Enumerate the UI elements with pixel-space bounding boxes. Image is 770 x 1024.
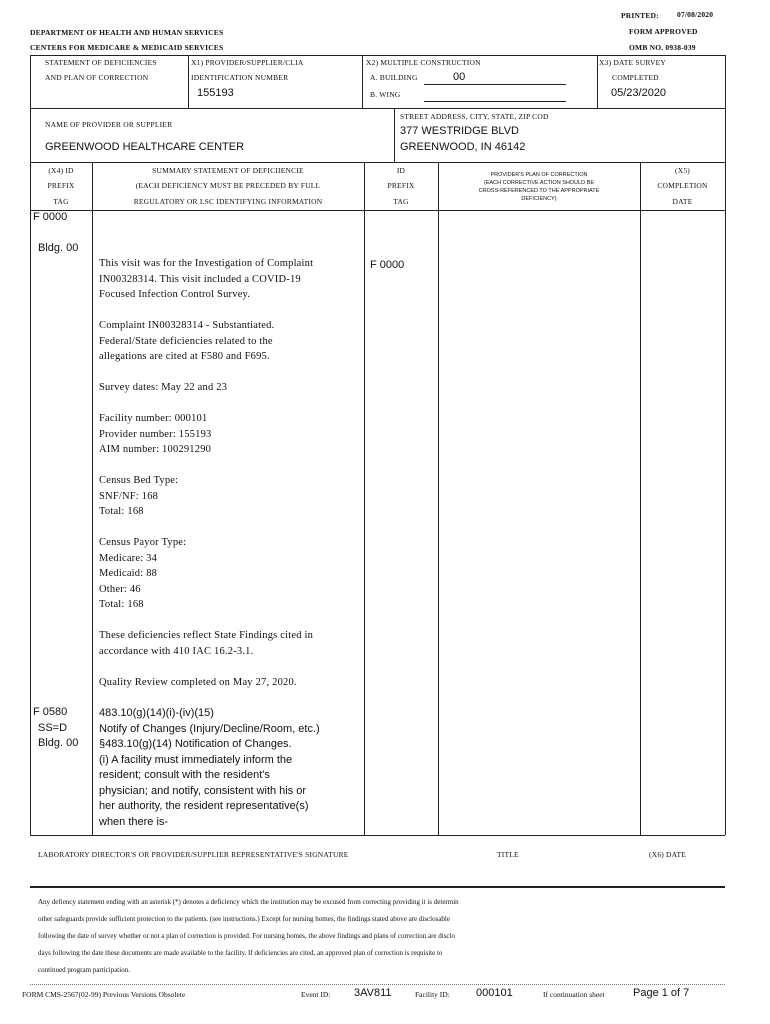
x4-prefix-label: PREFIX xyxy=(47,181,75,190)
event-id-label: Event ID: xyxy=(301,990,331,999)
facility-id-label: Facility ID: xyxy=(415,990,450,999)
form-number: FORM CMS-2567(02-99) Previous Versions Obsolete xyxy=(22,990,186,999)
census-payor-paragraph: Census Payor Type: Medicare: 34 Medicaid: 88 Other: 46 Total: 168 xyxy=(99,537,187,610)
rule xyxy=(30,162,725,163)
x4-id-label: (X4) ID xyxy=(48,166,74,175)
id-prefix-label: PREFIX xyxy=(387,181,415,190)
rule xyxy=(30,55,725,56)
date-survey-value: 05/23/2020 xyxy=(611,87,667,99)
tag-f0000-plan: F 0000 xyxy=(370,259,405,271)
completion-label: COMPLETION xyxy=(657,181,708,190)
building-underline xyxy=(424,84,566,85)
wing-label: B. WING xyxy=(370,90,401,99)
tag-f0000: F 0000 xyxy=(33,211,68,223)
rule xyxy=(92,162,93,835)
x4-tag-label: TAG xyxy=(53,197,69,206)
summary-text xyxy=(99,256,313,706)
provider-id-label: X1) PROVIDER/SUPPLIER/CLIA xyxy=(191,58,304,67)
cms-title: CENTERS FOR MEDICARE & MEDICAID SERVICES xyxy=(30,43,224,52)
printed-date: 07/08/2020 xyxy=(677,10,714,19)
building-value: 00 xyxy=(453,71,466,83)
department-title: DEPARTMENT OF HEALTH AND HUMAN SERVICES xyxy=(30,28,224,37)
address-line-2: GREENWOOD, IN 46142 xyxy=(400,141,526,153)
event-id-value: 3AV811 xyxy=(354,987,392,999)
summary-header-3: REGULATORY OR LSC IDENTIFYING INFORMATION xyxy=(133,197,323,206)
plan-header-3: CROSS-REFERENCED TO THE APPROPRIATE xyxy=(478,188,600,194)
summary-header: SUMMARY STATEMENT OF DEFICIIENCIE xyxy=(152,166,304,175)
rule xyxy=(30,210,725,211)
id-tag-label: TAG xyxy=(393,197,409,206)
rule xyxy=(30,886,725,888)
plan-header: PROVIDER'S PLAN OF CORRECTION xyxy=(490,172,588,178)
provider-id-label-2: IDENTIFICATION NUMBER xyxy=(191,73,289,82)
rule xyxy=(188,55,189,108)
statement-label: STATEMENT OF DEFICIENCIES xyxy=(45,58,157,67)
form-approved: FORM APPROVED xyxy=(629,27,698,36)
omb-number: OMB NO. 0938-039 xyxy=(629,43,696,52)
plan-header-4: DEFICIENCY) xyxy=(521,196,557,202)
facility-id-value: 000101 xyxy=(476,987,513,999)
quality-review-paragraph: Quality Review completed on May 27, 2020. xyxy=(99,676,297,688)
facility-numbers-paragraph: Facility number: 000101 Provider number: 155193 AIM number: 100291290 xyxy=(99,413,212,455)
date-survey-label-2: COMPLETED xyxy=(612,73,659,82)
provider-name-value: GREENWOOD HEALTHCARE CENTER xyxy=(45,141,245,153)
x5-label: (X5) xyxy=(675,166,690,175)
wing-underline xyxy=(424,101,566,102)
scope-severity: SS=D xyxy=(38,722,68,734)
tag-f0580: F 0580 xyxy=(33,706,68,718)
address-line-1: 377 WESTRIDGE BLVD xyxy=(400,125,519,137)
date-survey-label: X3) DATE SURVEY xyxy=(599,58,666,67)
plan-header-2: (EACH CORRECTIVE ACTION SHOULD BE xyxy=(483,180,595,186)
id-label: ID xyxy=(396,166,406,175)
survey-dates-paragraph: Survey dates: May 22 and 23 xyxy=(99,382,228,393)
rule xyxy=(438,162,439,835)
footer-rule xyxy=(30,984,725,985)
rule xyxy=(597,55,598,108)
statement-label-2: AND PLAN OF CORRECTION xyxy=(45,73,149,82)
rule xyxy=(394,108,395,162)
address-label: STREET ADDRESS, CITY, STATE, ZIP COD xyxy=(400,112,549,121)
page-number: Page 1 of 7 xyxy=(633,987,690,999)
summary-header-2: (EACH DEFICIENCY MUST BE PRECEDED BY FULL xyxy=(135,181,321,190)
rule xyxy=(362,55,363,108)
rule xyxy=(30,835,725,836)
multiple-construction-label: X2) MULTIPLE CONSTRUCTION xyxy=(366,58,481,67)
rule xyxy=(30,108,725,109)
rule xyxy=(640,162,641,835)
signature-date-label: (X6) DATE xyxy=(649,850,687,859)
provider-name-label: NAME OF PROVIDER OR SUPPLIER xyxy=(45,120,173,129)
provider-id-value: 155193 xyxy=(197,87,234,99)
building-label: A. BUILDING xyxy=(370,73,418,82)
rule xyxy=(364,162,365,835)
signature-label: LABORATORY DIRECTOR'S OR PROVIDER/SUPPLIER REPRESENTATIVE'S SIGNATURE xyxy=(38,850,349,859)
disclaimer: Any defiency statement ending with an asterisk (*) denotes a deficiency which the institution may be excused from correcting providing it is determin other safeguards provide sufficient protection to the patients. (see instructions.) Except for nursing homes, the findings stated above are disclosable following the date of survey whether or not a plan of correction is provided. For nursing homes, the above findings and plans of correction are disclo days following the date these documents are made available to the facility. If deficiencies are cited, an approved plan of correction is requisite to continued program participation. xyxy=(38,898,459,974)
title-label: TITLE xyxy=(497,850,519,859)
complaint-paragraph: Complaint IN00328314 - Substantiated. Federal/State deficiencies related to the allegations are cited at F580 and F695. xyxy=(99,320,275,362)
continuation-label: If continuation sheet xyxy=(543,990,605,999)
building-tag: Bldg. 00 xyxy=(38,242,79,254)
visit-paragraph: This visit was for the Investigation of Complaint IN00328314. This visit included a COVID-19 Focused Infection Control Survey. xyxy=(99,258,314,300)
regulation-text: 483.10(g)(14)(i)-(iv)(15) Notify of Changes (Injury/Decline/Room, etc.) §483.10(g)(14) Notification of Changes. (i) A facility must immediately inform the resident; consult with the resident's physician; and notify, consistent with his or her authority, the resident representative(s) when there is- xyxy=(99,707,320,828)
printed-label: PRINTED: xyxy=(621,11,659,20)
state-findings-paragraph: These deficiencies reflect State Findings cited in accordance with 410 IAC 16.2-3.1. xyxy=(99,630,314,657)
date-label: DATE xyxy=(672,197,693,206)
census-bed-paragraph: Census Bed Type: SNF/NF: 168 Total: 168 xyxy=(99,475,179,517)
building-tag-2: Bldg. 00 xyxy=(38,737,79,749)
rule xyxy=(725,55,726,835)
